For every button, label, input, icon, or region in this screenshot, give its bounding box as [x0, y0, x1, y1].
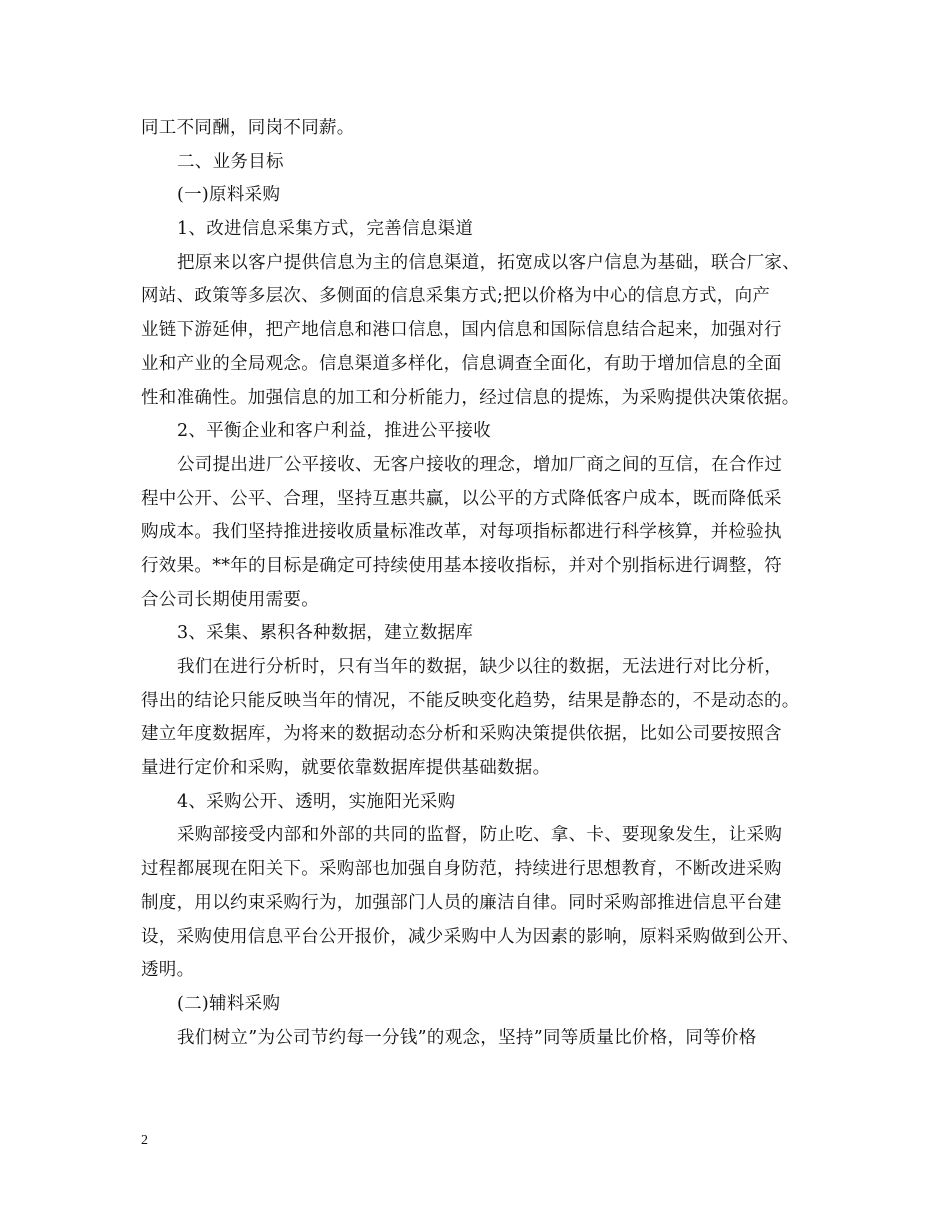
text-line: 得出的结论只能反映当年的情况，不能反映变化趋势，结果是静态的，不是动态的。 — [141, 690, 800, 711]
text-line: 业和产业的全局观念。信息渠道多样化，信息调查全面化，有助于增加信息的全面 — [141, 353, 782, 374]
text-line: 行效果。**年的目标是确定可持续使用基本接收指标，并对个别指标进行调整，符 — [141, 555, 783, 576]
text-line: (二)辅料采购 — [177, 993, 281, 1014]
text-line: 采购部接受内部和外部的共同的监督，防止吃、拿、卡、要现象发生，让采购 — [177, 825, 783, 846]
text-line: 我们树立”为公司节约每一分钱”的观念，坚持”同等质量比价格，同等价格 — [177, 1027, 757, 1048]
text-line: 过程都展现在阳关下。采购部也加强自身防范，持续进行思想教育，不断改进采购 — [141, 859, 782, 880]
text-line: 网站、政策等多层次、多侧面的信息采集方式;把以价格为中心的信息方式，向产 — [141, 286, 771, 307]
text-line: 2、平衡企业和客户利益，推进公平接收 — [177, 421, 492, 442]
text-line: 程中公开、公平、合理，坚持互惠共赢，以公平的方式降低客户成本，既而降低采 — [141, 488, 782, 509]
text-line: 制度，用以约束采购行为，加强部门人员的廉洁自律。同时采购部推进信息平台建 — [141, 892, 782, 913]
text-line: 1、改进信息采集方式，完善信息渠道 — [177, 219, 474, 240]
page-number: 2 — [141, 1133, 148, 1148]
text-line: 建立年度数据库，为将来的数据动态分析和采购决策提供依据，比如公司要按照含 — [141, 724, 782, 745]
text-line: 4、采购公开、透明，实施阳光采购 — [177, 791, 456, 812]
text-line: 我们在进行分析时，只有当年的数据，缺少以往的数据，无法进行对比分析， — [177, 657, 783, 677]
text-line: 业链下游延伸，把产地信息和港口信息，国内信息和国际信息结合起来，加强对行 — [141, 320, 782, 341]
text-line: 合公司长期使用需要。 — [141, 589, 319, 610]
text-line: 设，采购使用信息平台公开报价，减少采购中人为因素的影响，原料采购做到公开、 — [141, 926, 800, 947]
text-line: 3、采集、累积各种数据，建立数据库 — [177, 623, 474, 644]
text-line: 购成本。我们坚持推进接收质量标准改革，对每项指标都进行科学核算，并检验执 — [141, 522, 782, 543]
document-body — [141, 112, 822, 1055]
text-line: 量进行定价和采购，就要依靠数据库提供基础数据。 — [141, 758, 551, 779]
text-line: (一)原料采购 — [177, 185, 281, 206]
text-line: 性和准确性。加强信息的加工和分析能力，经过信息的提炼，为采购提供决策依据。 — [141, 387, 800, 408]
text-line: 二、业务目标 — [177, 151, 284, 172]
text-line: 透明。 — [141, 960, 195, 981]
text-line: 把原来以客户提供信息为主的信息渠道，拓宽成以客户信息为基础，联合厂家、 — [177, 252, 800, 273]
text-line: 公司提出进厂公平接收、无客户接收的理念，增加厂商之间的互信，在合作过 — [177, 454, 783, 475]
text-line: 同工不同酬，同岗不同薪。 — [141, 118, 355, 138]
